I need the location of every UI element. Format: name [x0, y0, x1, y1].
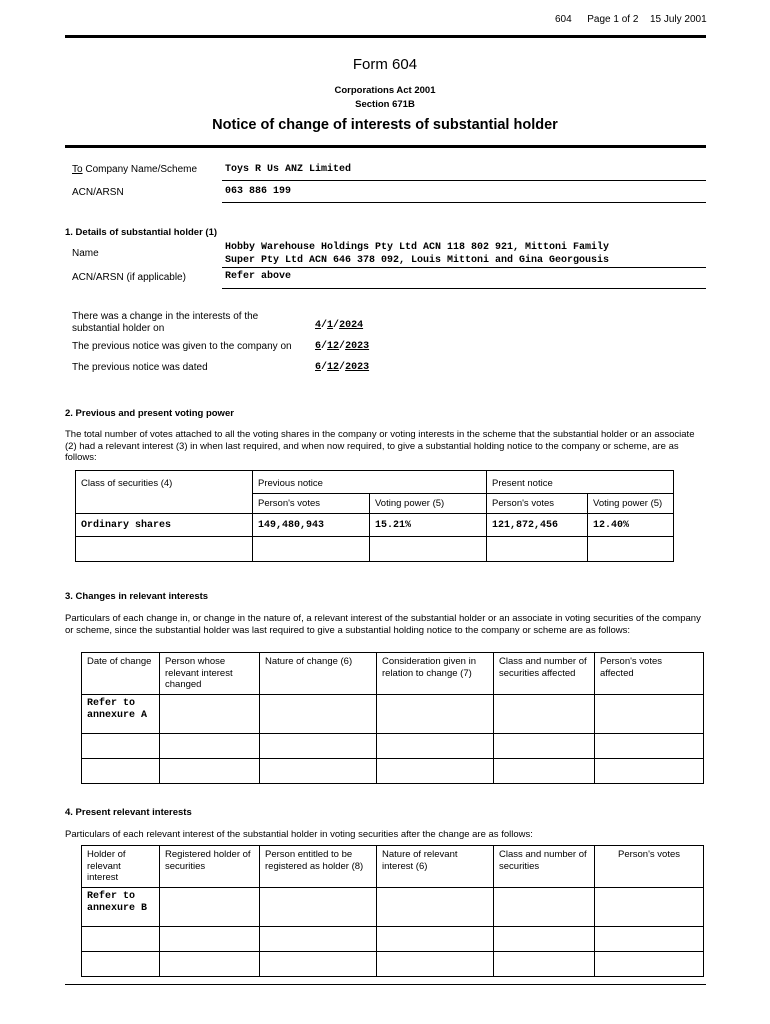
holder-name-line-2: Super Pty Ltd ACN 646 378 092, Louis Mittoni and Gina Georgousis — [225, 255, 610, 266]
acn-line — [222, 202, 706, 203]
sub-pres-votes: Person's votes — [487, 494, 588, 514]
company-name-value: Toys R Us ANZ Limited — [225, 164, 352, 175]
section-4-heading: 4. Present relevant interests — [65, 807, 192, 818]
table-row — [82, 951, 704, 976]
page-number: Page 1 of 2 — [587, 14, 639, 25]
heading-rule — [65, 145, 706, 148]
section-3-paragraph: Particulars of each change in, or change in the nature of, a relevant interest of the substantial holder or an associate in voting securities of the company or scheme, since the substantial holder was last required to give a substantial holding notice to the company or scheme are as follows: — [65, 613, 701, 636]
col-present-notice: Present notice — [487, 471, 674, 494]
prev-dated-year: 2023 — [345, 362, 370, 373]
table-row — [82, 733, 704, 758]
change-date-label-2: substantial holder on — [72, 323, 165, 334]
holder-acn-value: Refer above — [225, 271, 292, 282]
prev-given-label: The previous notice was given to the company on — [72, 341, 292, 352]
section-2-paragraph: The total number of votes attached to all the voting shares in the company or voting interests in the scheme that the substantial holder or an associate (2) had a relevant interest (3) in when last required, and when now required, to give a substantial holding notice to the company or scheme, are as follows: — [65, 429, 695, 463]
change-date-label — [72, 311, 258, 335]
table-row — [82, 694, 704, 733]
acn-label: ACN/ARSN — [72, 187, 124, 198]
page-header — [555, 14, 707, 25]
col-registered-holder: Registered holder of securities — [160, 846, 260, 888]
section-4-paragraph: Particulars of each relevant interest of the substantial holder in voting securities after the change are as follows: — [65, 829, 533, 840]
row-pres-votes: 121,872,456 — [487, 513, 588, 536]
notice-heading: Notice of change of interests of substantial holder — [212, 117, 558, 133]
change-month: 1 — [327, 320, 334, 331]
holder-acn-label: ACN/ARSN (if applicable) — [72, 272, 186, 283]
col-date-of-change: Date of change — [82, 653, 160, 695]
row-class: Ordinary shares — [76, 513, 253, 536]
prev-given-month: 12 — [327, 341, 340, 352]
sub-prev-votes: Person's votes — [253, 494, 370, 514]
annexure-b-ref: Refer to annexure B — [82, 887, 160, 926]
to-company-label — [72, 164, 197, 175]
prev-dated-value: 6/12/2023 — [315, 362, 370, 373]
annexure-a-ref: Refer to annexure A — [82, 694, 160, 733]
table-row — [82, 758, 704, 783]
col-class-number-securities: Class and number of securities — [494, 846, 595, 888]
prev-given-year: 2023 — [345, 341, 370, 352]
col-nature-of-change: Nature of change (6) — [260, 653, 377, 695]
col-class-number: Class and number of securities affected — [494, 653, 595, 695]
to-label: To — [72, 164, 83, 175]
form-title: Form 604 — [352, 56, 418, 73]
voting-power-table — [75, 470, 674, 562]
company-name-line — [222, 180, 706, 181]
col-votes-affected: Person's votes affected — [595, 653, 704, 695]
bottom-rule — [65, 984, 706, 985]
prev-dated-day: 6 — [315, 362, 322, 373]
row-prev-votes: 149,480,943 — [253, 513, 370, 536]
change-day: 4 — [315, 320, 322, 331]
act-title: Corporations Act 2001 — [334, 85, 436, 96]
prev-given-value: 6/12/2023 — [315, 341, 370, 352]
change-date-value: 4/1/2024 — [315, 320, 364, 331]
holder-name-line-1: Hobby Warehouse Holdings Pty Ltd ACN 118 802 921, Mittoni Family — [225, 242, 610, 253]
row-pres-power: 12.40% — [588, 513, 674, 536]
holder-name-line — [222, 267, 706, 268]
col-persons-votes: Person's votes — [595, 846, 704, 888]
form-number: 604 — [555, 14, 572, 25]
holder-name-label: Name — [72, 248, 99, 259]
row-prev-power: 15.21% — [370, 513, 487, 536]
header-date: 15 July 2001 — [649, 14, 707, 25]
col-person-entitled: Person entitled to be registered as holder (8) — [260, 846, 377, 888]
table-row — [82, 887, 704, 926]
sub-prev-power: Voting power (5) — [370, 494, 487, 514]
col-class-of-securities: Class of securities (4) — [76, 471, 253, 514]
col-person-changed: Person whose relevant interest changed — [160, 653, 260, 695]
sub-pres-power: Voting power (5) — [588, 494, 674, 514]
section-3-heading: 3. Changes in relevant interests — [65, 591, 209, 602]
table-row — [76, 536, 674, 561]
table-row — [82, 926, 704, 951]
present-interests-table — [81, 845, 704, 977]
prev-given-day: 6 — [315, 341, 322, 352]
col-consideration: Consideration given in relation to change (7) — [377, 653, 494, 695]
section-title: Section 671B — [355, 99, 415, 110]
col-holder: Holder of relevant interest — [82, 846, 160, 888]
section-2-heading: 2. Previous and present voting power — [65, 408, 234, 419]
acn-value: 063 886 199 — [225, 186, 292, 197]
changes-table — [81, 652, 704, 784]
change-date-label-1: There was a change in the interests of the — [72, 311, 259, 322]
prev-dated-label: The previous notice was dated — [72, 362, 208, 373]
col-nature-interest: Nature of relevant interest (6) — [377, 846, 494, 888]
company-name-label: Company Name/Scheme — [85, 164, 198, 175]
top-rule — [65, 35, 706, 38]
change-year: 2024 — [339, 320, 364, 331]
section-1-heading: 1. Details of substantial holder (1) — [65, 227, 218, 238]
col-previous-notice: Previous notice — [253, 471, 487, 494]
prev-dated-month: 12 — [327, 362, 340, 373]
holder-acn-line — [222, 288, 706, 289]
table-row — [76, 513, 674, 536]
